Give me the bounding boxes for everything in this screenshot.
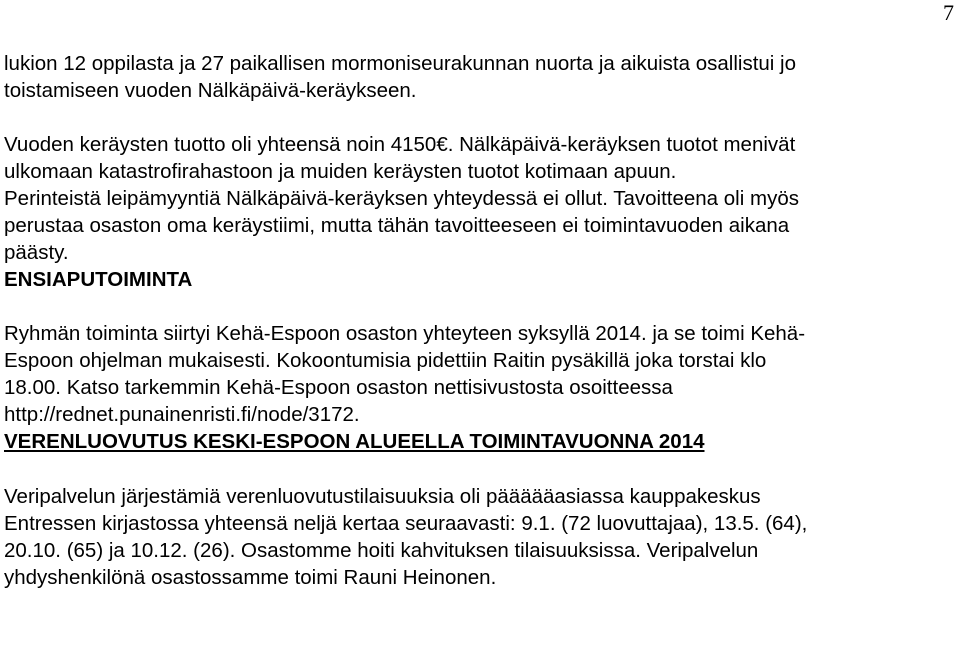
blood-donation-paragraph [4,483,954,591]
paragraph-line: 18.00. Katso tarkemmin Kehä-Espoon osaston nettisivustosta osoitteessa [4,376,673,399]
paragraph-line: Entressen kirjastossa yhteensä neljä kertaa seuraavasti: 9.1. (72 luovuttajaa), 13.5. (64), [4,512,808,535]
paragraph-line: http://rednet.punainenristi.fi/node/3172. [4,403,360,426]
paragraph-line: Espoon ohjelman mukaisesti. Kokoontumisia pidettiin Raitin pysäkillä joka torstai klo [4,349,767,372]
paragraph-line: päästy. [4,241,69,264]
paragraph-line: 20.10. (65) ja 10.12. (26). Osastomme hoiti kahvituksen tilaisuuksissa. Veripalvelun [4,539,759,562]
first-aid-paragraph [4,320,954,428]
paragraph-line: yhdyshenkilönä osastossamme toimi Rauni Heinonen. [4,566,497,589]
blood-donation-heading: VERENLUOVUTUS KESKI-ESPOON ALUEELLA TOIMINTAVUONNA 2014 [4,430,705,453]
paragraph-line: Vuoden keräysten tuotto oli yhteensä noin 4150€. Nälkäpäivä-keräyksen tuotot menivät [4,133,796,156]
page-number: 7 [943,0,954,25]
paragraph-line: Veripalvelun järjestämiä verenluovutustilaisuuksia oli päääääasiassa kauppakeskus [4,485,761,508]
paragraph-line: perustaa osaston oma keräystiimi, mutta tähän tavoitteeseen ei toimintavuoden aikana [4,214,790,237]
intro-paragraph [4,50,954,104]
paragraph-line: Perinteistä leipämyyntiä Nälkäpäivä-keräyksen yhteydessä ei ollut. Tavoitteena oli myös [4,187,799,210]
document-body [4,50,954,591]
paragraph-line: Ryhmän toiminta siirtyi Kehä-Espoon osaston yhteyteen syksyllä 2014. ja se toimi Kehä- [4,322,806,345]
collection-paragraph [4,131,954,266]
paragraph-line: toistamiseen vuoden Nälkäpäivä-keräykseen. [4,79,417,102]
paragraph-line: ulkomaan katastrofirahastoon ja muiden keräysten tuotot kotimaan apuun. [4,160,677,183]
first-aid-heading: ENSIAPUTOIMINTA [4,268,193,291]
paragraph-line: lukion 12 oppilasta ja 27 paikallisen mormoniseurakunnan nuorta ja aikuista osallistui jo [4,52,796,75]
